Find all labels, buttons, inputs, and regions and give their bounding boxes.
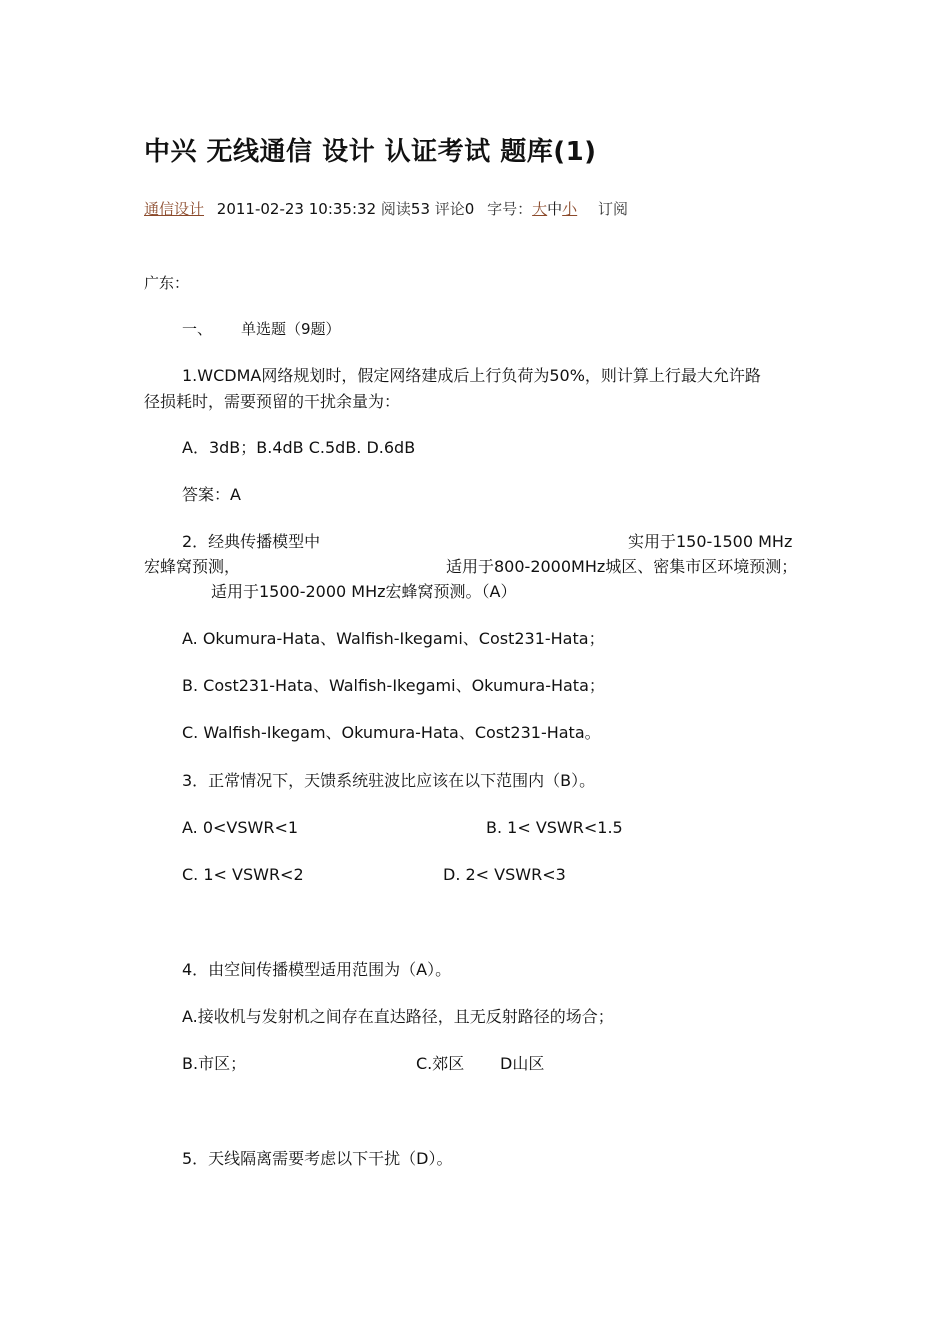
section-title: 单选题（9题）	[241, 320, 341, 338]
q2-option-b: B. Cost231-Hata、Walfish-Ikegami、Okumura-Hata；	[182, 676, 605, 695]
q5-question: 5．天线隔离需要考虑以下干扰（D）。	[182, 1149, 453, 1168]
q4-question: 4．由空间传播模型适用范围为（A）。	[182, 960, 452, 979]
comment-count: 0	[464, 200, 475, 218]
q3-option-c: C. 1< VSWR<2	[182, 865, 304, 884]
read-count: 53	[410, 200, 430, 218]
q2-option-a: A. Okumura-Hata、Walfish-Ikegami、Cost231-Hata；	[182, 629, 605, 648]
font-size-medium: 中	[547, 200, 563, 218]
q1-text-line1: 1.WCDMA网络规划时，假定网络建成后上行负荷为50%，则计算上行最大允许路	[182, 366, 761, 385]
q2-text-part5: 适用于1500-2000 MHz宏蜂窝预测。（A）	[211, 582, 517, 601]
q4-option-b: B.市区；	[182, 1054, 247, 1073]
q3-option-b: B. 1< VSWR<1.5	[486, 818, 623, 837]
post-datetime: 2011-02-23 10:35:32	[216, 200, 377, 218]
region-label: 广东：	[144, 274, 190, 292]
q2-text-part3: 宏蜂窝预测，	[144, 557, 241, 576]
font-size-large-link[interactable]: 大	[532, 200, 548, 218]
read-label: 阅读	[380, 200, 411, 218]
q4-option-c: C.郊区	[416, 1054, 465, 1073]
category-link[interactable]: 通信设计	[144, 200, 205, 218]
subscribe-link[interactable]: 订阅	[597, 200, 628, 218]
q3-option-d: D. 2< VSWR<3	[443, 865, 566, 884]
q1-text-line2: 径损耗时，需要预留的干扰余量为：	[144, 392, 401, 411]
comment-label: 评论	[434, 200, 465, 218]
q4-option-d: D山区	[500, 1054, 545, 1073]
font-size-label: 字号：	[487, 200, 533, 218]
q4-option-a: A.接收机与发射机之间存在直达路径，且无反射路径的场合；	[182, 1007, 614, 1026]
q3-option-a: A. 0<VSWR<1	[182, 818, 299, 837]
q2-text-part4: 适用于800-2000MHz城区、密集市区环境预测；	[446, 557, 798, 576]
q2-text-part2: 实用于150-1500 MHz	[628, 532, 793, 551]
article-title: 中兴 无线通信 设计 认证考试 题库(1)	[144, 137, 597, 167]
q3-question: 3．正常情况下，天馈系统驻波比应该在以下范围内（B）。	[182, 771, 596, 790]
q1-options: A．3dB；B.4dB C.5dB. D.6dB	[182, 438, 416, 457]
q1-answer: 答案：A	[182, 485, 241, 504]
q2-text-part1: 2．经典传播模型中	[182, 532, 321, 551]
article-meta	[144, 199, 628, 219]
q2-option-c: C. Walfish-Ikegam、Okumura-Hata、Cost231-Hata。	[182, 723, 601, 742]
section-number: 一、	[182, 320, 213, 338]
font-size-small-link[interactable]: 小	[562, 200, 578, 218]
